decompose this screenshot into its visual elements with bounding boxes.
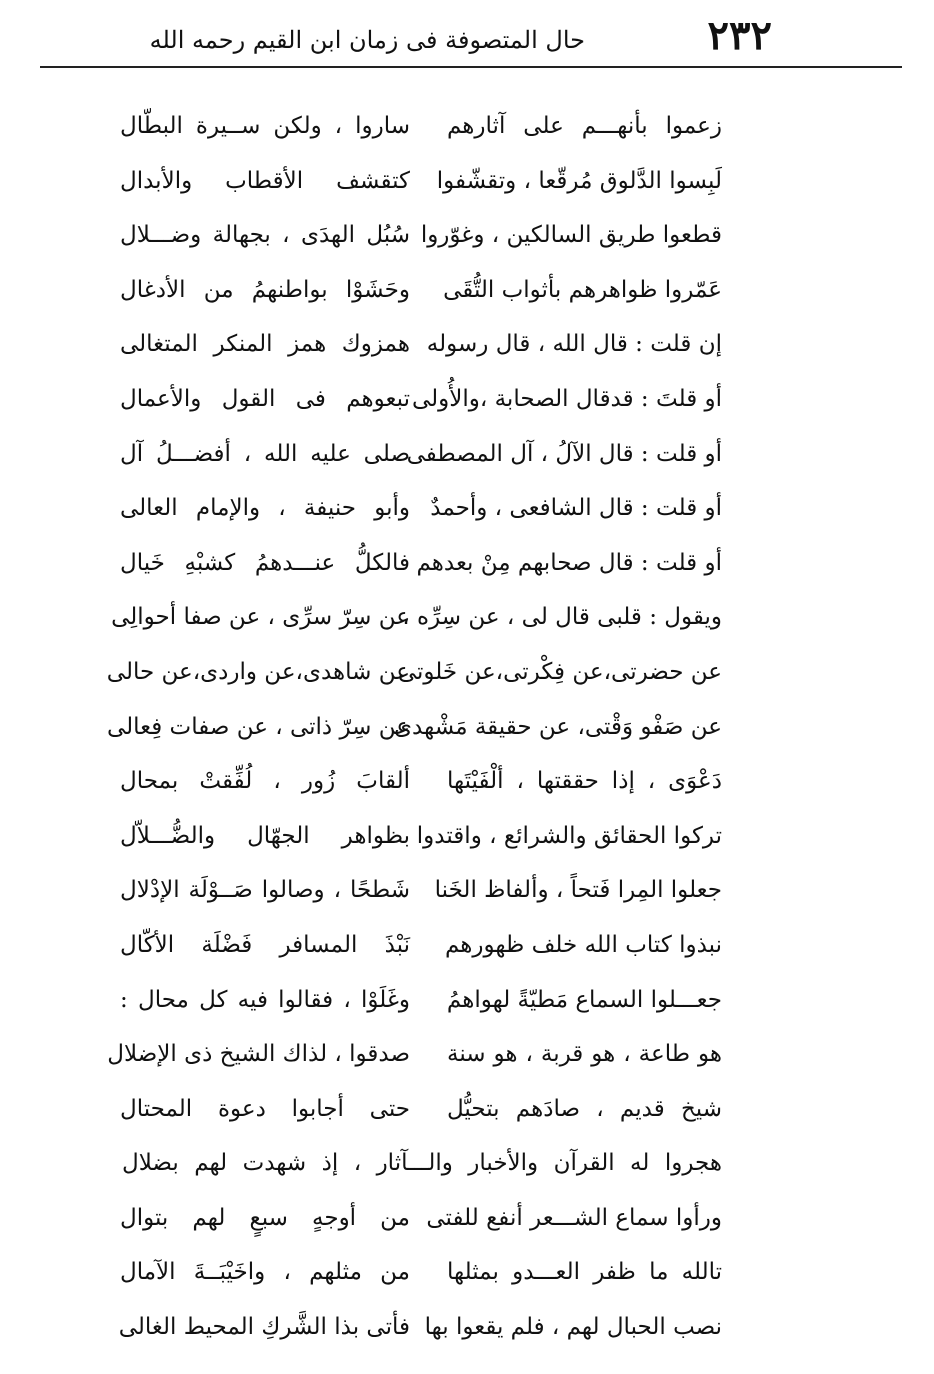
verse-line — [110, 209, 722, 264]
verse-line — [110, 591, 722, 646]
verse-line — [110, 264, 722, 319]
verse-first-hemistich: عن صَفْو وَقْتى، عن حقيقة مَشْهدى — [394, 713, 722, 740]
verse-line — [110, 1083, 722, 1138]
verse-line — [110, 1192, 722, 1247]
verse-line — [110, 919, 722, 974]
verse-second-hemistich: بظواهر الجهّال والضُّـــلاّل — [120, 822, 410, 849]
page-header — [40, 12, 900, 66]
verse-second-hemistich: ساروا ، ولكن ســيرة البطّال — [120, 113, 410, 139]
verse-second-hemistich: وأبو حنيفة ، والإمام العالى — [120, 495, 410, 522]
verse-second-hemistich: عن سِرّ سرِّى ، عن صفا أحوالِى — [111, 604, 410, 631]
verse-first-hemistich: نصب الحبال لهم ، فلم يقعوا بها — [424, 1314, 722, 1341]
verse-second-hemistich: سُبُل الهدَى ، بجهالة وضـــلال — [120, 222, 410, 249]
verse-second-hemistich: كتقشف الأقطاب والأبدال — [120, 167, 410, 194]
verse-first-hemistich: جعـــلوا السماع مَطيّةً لهواهمُ — [446, 986, 722, 1013]
verse-first-hemistich: تركوا الحقائق والشرائع ، واقتدوا — [416, 822, 722, 849]
verse-first-hemistich: شيخ قديم ، صادَهم بتحيُّل — [447, 1095, 722, 1122]
poem — [106, 100, 722, 1356]
verse-line — [110, 318, 722, 373]
verse-second-hemistich: من مثلهم ، واخَيْبَــةَ الآمال — [120, 1259, 410, 1286]
verse-first-hemistich: نبذوا كتاب الله خلف ظهورهم — [444, 931, 722, 958]
verse-first-hemistich: عَمّروا ظواهرهم بأثواب التُّقَى — [443, 276, 722, 303]
verse-line — [110, 100, 722, 155]
verse-full-line: هجروا له القرآن والأخبار والـــآثار ، إذ شهدت لهم بضلال — [122, 1150, 722, 1177]
verse-second-hemistich: نَبْذَ المسافر فَضْلَة الأكّال — [120, 931, 410, 958]
page-number: ٢٣٢ — [707, 12, 772, 59]
verse-line — [110, 974, 722, 1029]
verse-second-hemistich: صلى عليه الله ، أفضـــلُ آل — [120, 440, 410, 467]
verse-second-hemistich: شَطحًا ، وصالوا صَــوْلَة الإدْلال — [120, 877, 410, 904]
verse-line — [110, 810, 722, 865]
verse-first-hemistich: أو قلت : قال الآلُ ، آل المصطفى — [406, 440, 722, 467]
verse-first-hemistich: هو طاعة ، هو قربة ، هو سنة — [447, 1041, 722, 1068]
verse-second-hemistich: وغَلَوْا ، فقالوا فيه كل محال : — [120, 986, 410, 1013]
verse-line — [106, 646, 722, 701]
verse-second-hemistich: عن شاهدى،عن واردى،عن حالى — [106, 658, 410, 685]
verse-second-hemistich: فالكلُّ عنـــدهمُ كشبْهِ خَيال — [120, 549, 410, 576]
verse-second-hemistich: من أوجهٍ سبعٍ لهم بتوال — [120, 1204, 410, 1231]
verse-first-hemistich: أو قلت : قال صحابهم مِنْ بعدهم — [416, 549, 722, 576]
verse-first-hemistich: إن قلت : قال الله ، قال رسوله — [426, 331, 722, 358]
verse-first-hemistich: عن حضرتى،عن فِكْرتى،عن خَلوتى — [397, 658, 722, 685]
verse-first-hemistich: تالله ما ظفر العـــدو بمثلها — [447, 1259, 722, 1286]
verse-first-hemistich: لَبِسوا الدَّلوق مُرقّعا ، وتقشّفوا — [436, 167, 722, 194]
verse-line — [110, 1246, 722, 1301]
verse-first-hemistich: جعلوا المِرا فَتحاً ، وألفاظ الخَنا — [434, 877, 722, 904]
verse-first-hemistich: ويقول : قلبى قال لى ، عن سِرِّه ، — [402, 604, 722, 631]
verse-line — [110, 155, 722, 210]
verse-line — [110, 482, 722, 537]
verse-line — [110, 428, 722, 483]
verse-first-hemistich: قطعوا طريق السالكين ، وغوّروا — [420, 222, 722, 249]
verse-line — [110, 1301, 722, 1356]
verse-second-hemistich: صدقوا ، لذاك الشيخ ذى الإضلال — [107, 1041, 410, 1068]
verse-line — [110, 537, 722, 592]
verse-second-hemistich: فأتى بذا الشَّركِ المحيط الغالى — [118, 1314, 410, 1341]
verse-line — [110, 755, 722, 810]
verse-second-hemistich: همزوك همز المنكر المتغالى — [120, 331, 410, 358]
verse-second-hemistich: عن سِرّ ذاتى ، عن صفات فِعالى — [106, 713, 410, 740]
verse-second-hemistich: حتى أجابوا دعوة المحتال — [120, 1095, 410, 1122]
verse-line — [106, 701, 722, 756]
verse-first-hemistich: زعموا بأنهـــم على آثارهم — [447, 113, 722, 139]
verse-first-hemistich: دَعْوَى ، إذا حققتها ، ألْفَيْتَها — [447, 768, 722, 795]
verse-line — [110, 373, 722, 428]
header-rule — [40, 66, 902, 68]
verse-first-hemistich: أو قلت : قال الشافعى ، وأحمدٌ — [430, 495, 722, 522]
verse-second-hemistich: وحَشَوْا بواطنهمُ من الأدغال — [120, 276, 410, 303]
verse-line — [107, 1028, 722, 1083]
verse-first-hemistich: أو قلتَ : قدقال الصحابة ،والأُولى — [411, 385, 722, 412]
verse-second-hemistich: تبعوهم فى القول والأعمال — [120, 385, 410, 412]
verse-line — [110, 1137, 722, 1192]
verse-line — [110, 864, 722, 919]
verse-second-hemistich: ألقابَ زُور ، لُفِّقتْ بمحال — [120, 768, 410, 795]
running-title: حال المتصوفة فى زمان ابن القيم رحمه الله — [149, 26, 585, 54]
verse-first-hemistich: ورأوا سماع الشـــعر أنفع للفتى — [426, 1204, 722, 1231]
